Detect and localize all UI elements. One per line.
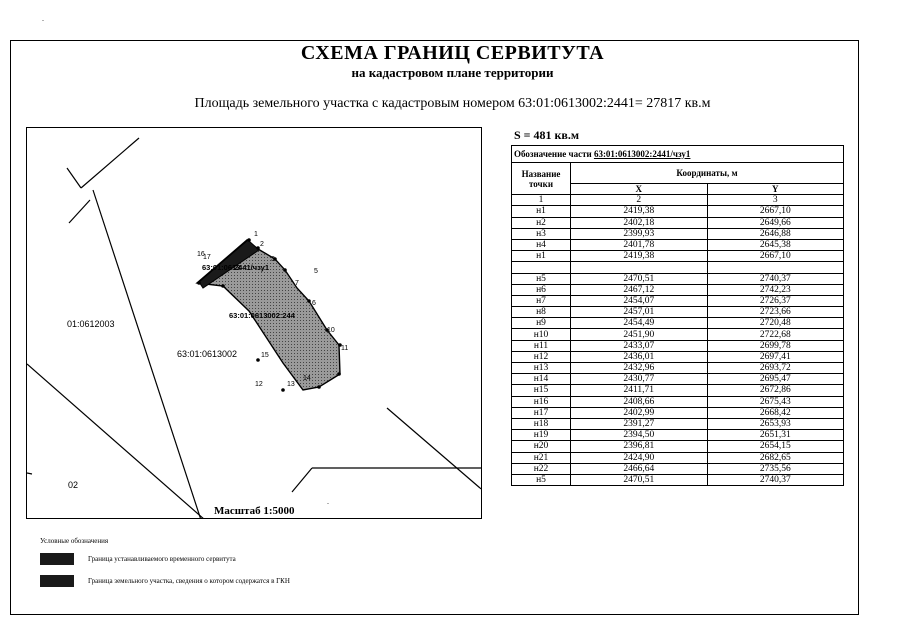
y-cell: 2742,23 bbox=[707, 284, 844, 295]
x-cell: 2396,81 bbox=[571, 441, 708, 452]
point-label-14: 14 bbox=[303, 375, 311, 382]
table-row bbox=[512, 474, 844, 485]
document-title: СХЕМА ГРАНИЦ СЕРВИТУТА bbox=[300, 42, 605, 64]
point-name-cell: н5 bbox=[512, 474, 571, 485]
x-cell: 2432,96 bbox=[571, 363, 708, 374]
x-cell: 2430,77 bbox=[571, 374, 708, 385]
road-line bbox=[27, 473, 32, 474]
road-line bbox=[67, 168, 81, 188]
coordinates-table bbox=[511, 145, 844, 486]
y-cell: 2649,66 bbox=[707, 217, 844, 228]
road-line bbox=[480, 488, 482, 490]
col-header-x: X bbox=[571, 184, 708, 195]
table-row bbox=[512, 295, 844, 306]
y-cell bbox=[707, 262, 844, 273]
x-cell: 2451,90 bbox=[571, 329, 708, 340]
point-name-cell: н14 bbox=[512, 374, 571, 385]
servitude-area: S = 481 кв.м bbox=[514, 128, 580, 142]
point-name-cell: н18 bbox=[512, 418, 571, 429]
point-label-1: 1 bbox=[254, 231, 258, 238]
point-name-cell: н19 bbox=[512, 430, 571, 441]
cadastral-map bbox=[26, 127, 482, 519]
point-label-2: 2 bbox=[260, 241, 264, 248]
y-cell: 2654,15 bbox=[707, 441, 844, 452]
point-name-cell: н13 bbox=[512, 363, 571, 374]
point-name-cell: н6 bbox=[512, 284, 571, 295]
y-cell: 2723,66 bbox=[707, 307, 844, 318]
point-name-cell: н2 bbox=[512, 217, 571, 228]
parcel-label-top: 63:01:0613 bbox=[202, 263, 241, 272]
road-line bbox=[27, 364, 205, 519]
point-name-cell: н3 bbox=[512, 228, 571, 239]
col-number: 1 bbox=[512, 195, 571, 206]
y-cell: 2695,47 bbox=[707, 374, 844, 385]
y-cell: 2672,86 bbox=[707, 385, 844, 396]
col-header-y: Y bbox=[707, 184, 844, 195]
x-cell: 2419,38 bbox=[571, 206, 708, 217]
point-label-10: 10 bbox=[327, 327, 335, 334]
point-name-cell: н4 bbox=[512, 239, 571, 250]
y-cell: 2667,10 bbox=[707, 251, 844, 262]
y-cell: 2735,56 bbox=[707, 463, 844, 474]
x-cell bbox=[571, 262, 708, 273]
x-cell: 2401,78 bbox=[571, 239, 708, 250]
point-name-cell: н9 bbox=[512, 318, 571, 329]
y-cell: 2668,42 bbox=[707, 407, 844, 418]
point-name-cell: н7 bbox=[512, 295, 571, 306]
x-cell: 2454,07 bbox=[571, 295, 708, 306]
map-drawing bbox=[27, 128, 482, 519]
x-cell: 2470,51 bbox=[571, 474, 708, 485]
x-cell: 2391,27 bbox=[571, 418, 708, 429]
y-cell: 2645,38 bbox=[707, 239, 844, 250]
point-label-16: 16 bbox=[197, 251, 205, 258]
point-name-cell: н16 bbox=[512, 396, 571, 407]
area-line: Площадь земельного участка с кадастровым номером 63:01:0613002:2441= 27817 кв.м bbox=[194, 96, 711, 111]
y-cell: 2720,48 bbox=[707, 318, 844, 329]
x-cell: 2394,50 bbox=[571, 430, 708, 441]
x-cell: 2454,49 bbox=[571, 318, 708, 329]
table-row bbox=[512, 351, 844, 362]
x-cell: 2402,99 bbox=[571, 407, 708, 418]
x-cell: 2419,38 bbox=[571, 251, 708, 262]
x-cell: 2470,51 bbox=[571, 273, 708, 284]
table-row bbox=[512, 307, 844, 318]
point-name-cell: н22 bbox=[512, 463, 571, 474]
point-name-cell: н20 bbox=[512, 441, 571, 452]
table-row bbox=[512, 418, 844, 429]
bottom-left-label: 02 bbox=[68, 480, 79, 490]
point-name-cell: н8 bbox=[512, 307, 571, 318]
y-cell: 2646,88 bbox=[707, 228, 844, 239]
table-row bbox=[512, 206, 844, 217]
table-row bbox=[512, 396, 844, 407]
quarter-label-left: 01:0612003 bbox=[67, 319, 115, 329]
x-cell: 2433,07 bbox=[571, 340, 708, 351]
part-label: Обозначение части bbox=[514, 149, 594, 159]
point-label-17: 17 bbox=[203, 254, 211, 261]
point-label-5: 5 bbox=[314, 268, 318, 275]
corner-mark: . bbox=[42, 14, 44, 23]
x-cell: 2411,71 bbox=[571, 385, 708, 396]
point-name-cell: н1 bbox=[512, 251, 571, 262]
table-row bbox=[512, 441, 844, 452]
table-row bbox=[512, 363, 844, 374]
y-cell: 2693,72 bbox=[707, 363, 844, 374]
col-number: 3 bbox=[707, 195, 844, 206]
table-row bbox=[512, 239, 844, 250]
table-row bbox=[512, 340, 844, 351]
y-cell: 2726,37 bbox=[707, 295, 844, 306]
legend-swatch bbox=[40, 553, 74, 565]
table-part-row bbox=[512, 146, 844, 163]
table-row bbox=[512, 217, 844, 228]
x-cell: 2399,93 bbox=[571, 228, 708, 239]
x-cell: 2467,12 bbox=[571, 284, 708, 295]
y-cell: 2722,68 bbox=[707, 329, 844, 340]
table-row bbox=[512, 262, 844, 273]
parcel-label-top-suffix: 2441/чзу1 bbox=[234, 263, 270, 272]
y-cell: 2697,41 bbox=[707, 351, 844, 362]
x-cell: 2466,64 bbox=[571, 463, 708, 474]
col-number: 2 bbox=[571, 195, 708, 206]
table-row bbox=[512, 452, 844, 463]
y-cell: 2675,43 bbox=[707, 396, 844, 407]
coordinates-rows bbox=[512, 206, 844, 486]
table-row bbox=[512, 430, 844, 441]
dot-mark: . bbox=[327, 497, 329, 506]
y-cell: 2699,78 bbox=[707, 340, 844, 351]
point-label-7: 7 bbox=[295, 280, 299, 287]
x-cell: 2402,18 bbox=[571, 217, 708, 228]
road-line bbox=[81, 138, 139, 188]
point-name-cell: н12 bbox=[512, 351, 571, 362]
x-cell: 2457,01 bbox=[571, 307, 708, 318]
point-label-6: 6 bbox=[312, 300, 316, 307]
table-row bbox=[512, 374, 844, 385]
x-cell: 2436,01 bbox=[571, 351, 708, 362]
table-row bbox=[512, 329, 844, 340]
point-name-cell: н5 bbox=[512, 273, 571, 284]
road-line bbox=[387, 408, 480, 488]
col-header-coords: Координаты, м bbox=[571, 163, 844, 184]
y-cell: 2740,37 bbox=[707, 273, 844, 284]
point-name-cell bbox=[512, 262, 571, 273]
legend-label: Граница устанавливаемого временного сервитута bbox=[88, 555, 236, 563]
map-scale: Масштаб 1:5000 bbox=[214, 505, 295, 517]
point-label-3: 3 bbox=[271, 256, 275, 263]
table-row bbox=[512, 407, 844, 418]
point-label-12: 12 bbox=[255, 381, 263, 388]
point-name-cell: н15 bbox=[512, 385, 571, 396]
legend-title: Условные обозначения bbox=[40, 537, 109, 545]
point-label-15: 15 bbox=[261, 352, 269, 359]
legend-label: Граница земельного участка, сведения о котором содержатся в ГКН bbox=[88, 577, 290, 585]
x-cell: 2408,66 bbox=[571, 396, 708, 407]
y-cell: 2740,37 bbox=[707, 474, 844, 485]
road-line bbox=[69, 200, 90, 223]
y-cell: 2682,65 bbox=[707, 452, 844, 463]
y-cell: 2653,93 bbox=[707, 418, 844, 429]
document-subtitle: на кадастровом плане территории bbox=[351, 65, 554, 80]
part-header bbox=[512, 146, 844, 163]
point-name-cell: н17 bbox=[512, 407, 571, 418]
legend-swatch bbox=[40, 575, 74, 587]
point-name-cell: н11 bbox=[512, 340, 571, 351]
y-cell: 2651,31 bbox=[707, 430, 844, 441]
point-name-cell: н1 bbox=[512, 206, 571, 217]
table-row bbox=[512, 251, 844, 262]
y-cell: 2667,10 bbox=[707, 206, 844, 217]
parcel-label-mid: 63:01:0613002:244 bbox=[229, 311, 295, 320]
road-line bbox=[292, 468, 312, 492]
table-row bbox=[512, 273, 844, 284]
table-row bbox=[512, 284, 844, 295]
x-cell: 2424,90 bbox=[571, 452, 708, 463]
point-label-13: 13 bbox=[287, 381, 295, 388]
part-number: 63:01:0613002:2441/чзу1 bbox=[593, 149, 691, 159]
point-label-11: 11 bbox=[341, 345, 349, 352]
point-name-cell: н10 bbox=[512, 329, 571, 340]
quarter-label-main: 63:01:0613002 bbox=[177, 349, 238, 359]
table-row bbox=[512, 463, 844, 474]
col-header-name: Название точки bbox=[512, 163, 571, 195]
col-number-row bbox=[512, 195, 844, 206]
table-row bbox=[512, 228, 844, 239]
table-row bbox=[512, 385, 844, 396]
point-name-cell: н21 bbox=[512, 452, 571, 463]
table-row bbox=[512, 318, 844, 329]
